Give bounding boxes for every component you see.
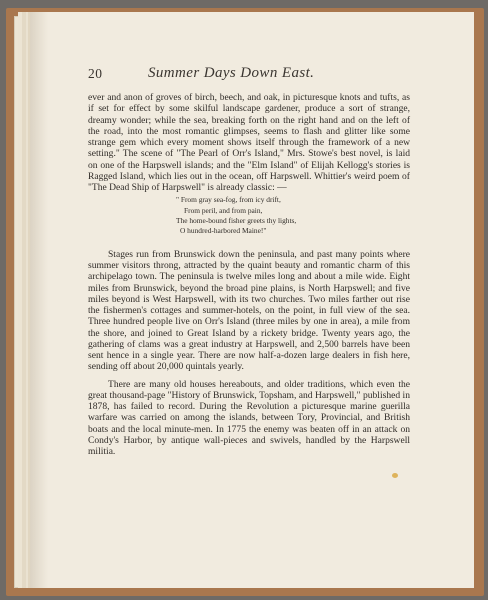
poem-quote: [88, 195, 410, 237]
body-text: [88, 92, 410, 457]
poem-line: From peril, and from pain,: [184, 205, 263, 215]
running-title: Summer Days Down East.: [148, 65, 315, 81]
paragraph: Stages run from Brunswick down the peninsula, and past many points where summer visitors throng, attracted by the quaint beauty and romantic charm of this archipelago town. The peninsula is twelve miles long and about a mile wide. Eight miles from Brunswick, beyond the broad pine plains, is North Harpswell; and five miles beyond is West Harpswell, with its two churches. Two miles farther out rise the fishermen's cottages and summer-hotels, on the point, in full view of the sea. Three hundred people live on Orr's Island (three miles by one in area), a mile from the shore, and joined to Great Island by a rickety bridge. Twenty years ago, the gathering of clams was a great industry at Harpswell, and 2,500 barrels have been sent hence in a single year. There are now half-a-dozen large dealers in fish here, sending off about 20,000 quintals yearly.: [88, 248, 410, 373]
paragraph: There are many old houses hereabouts, and older traditions, which even the great thousand-page "History of Brunswick, Topsham, and Harpswell," published in 1878, has failed to record. During the Revolution a picturesque marine guerilla warfare was carried on among the islands, between Tory, Provincial, and British boats and the local minute-men. In 1775 the enemy was beaten off in an attack on Condy's Harbor, by antique wall-pieces and swivels, handled by the Harpswell militia.: [88, 378, 410, 458]
poem-line: O hundred-harbored Maine!": [180, 226, 267, 236]
poem-line: The home-bound fisher greets thy lights,: [176, 216, 297, 226]
paper-stain: [392, 473, 398, 478]
gutter-shadow: [30, 12, 48, 588]
page-number: 20: [88, 66, 103, 81]
poem-line: " From gray sea-fog, from icy drift,: [176, 195, 281, 205]
paragraph: ever and anon of groves of birch, beech, and oak, in picturesque knots and tufts, as if set for effect by some skilful landscape gardener, produce a sort of strange, dreamy wonder; while the sea, breaking forth on the right hand and on the left of the road, into the most romantic glimpses, seems to flash and glitter like some strange gem which every moment shows itself through the framework of a new setting." The scene of "The Pearl of Orr's Island," Mrs. Stowe's best novel, is laid on one of the Harpswell islands; and the "Elm Island" of Elijah Kellogg's stories is Ragged Island, which lies out in the ocean, off Harpswell. Whittier's weird poem of "The Dead Ship of Harpswell" is already classic: —: [88, 92, 410, 193]
page-header: [76, 66, 406, 86]
